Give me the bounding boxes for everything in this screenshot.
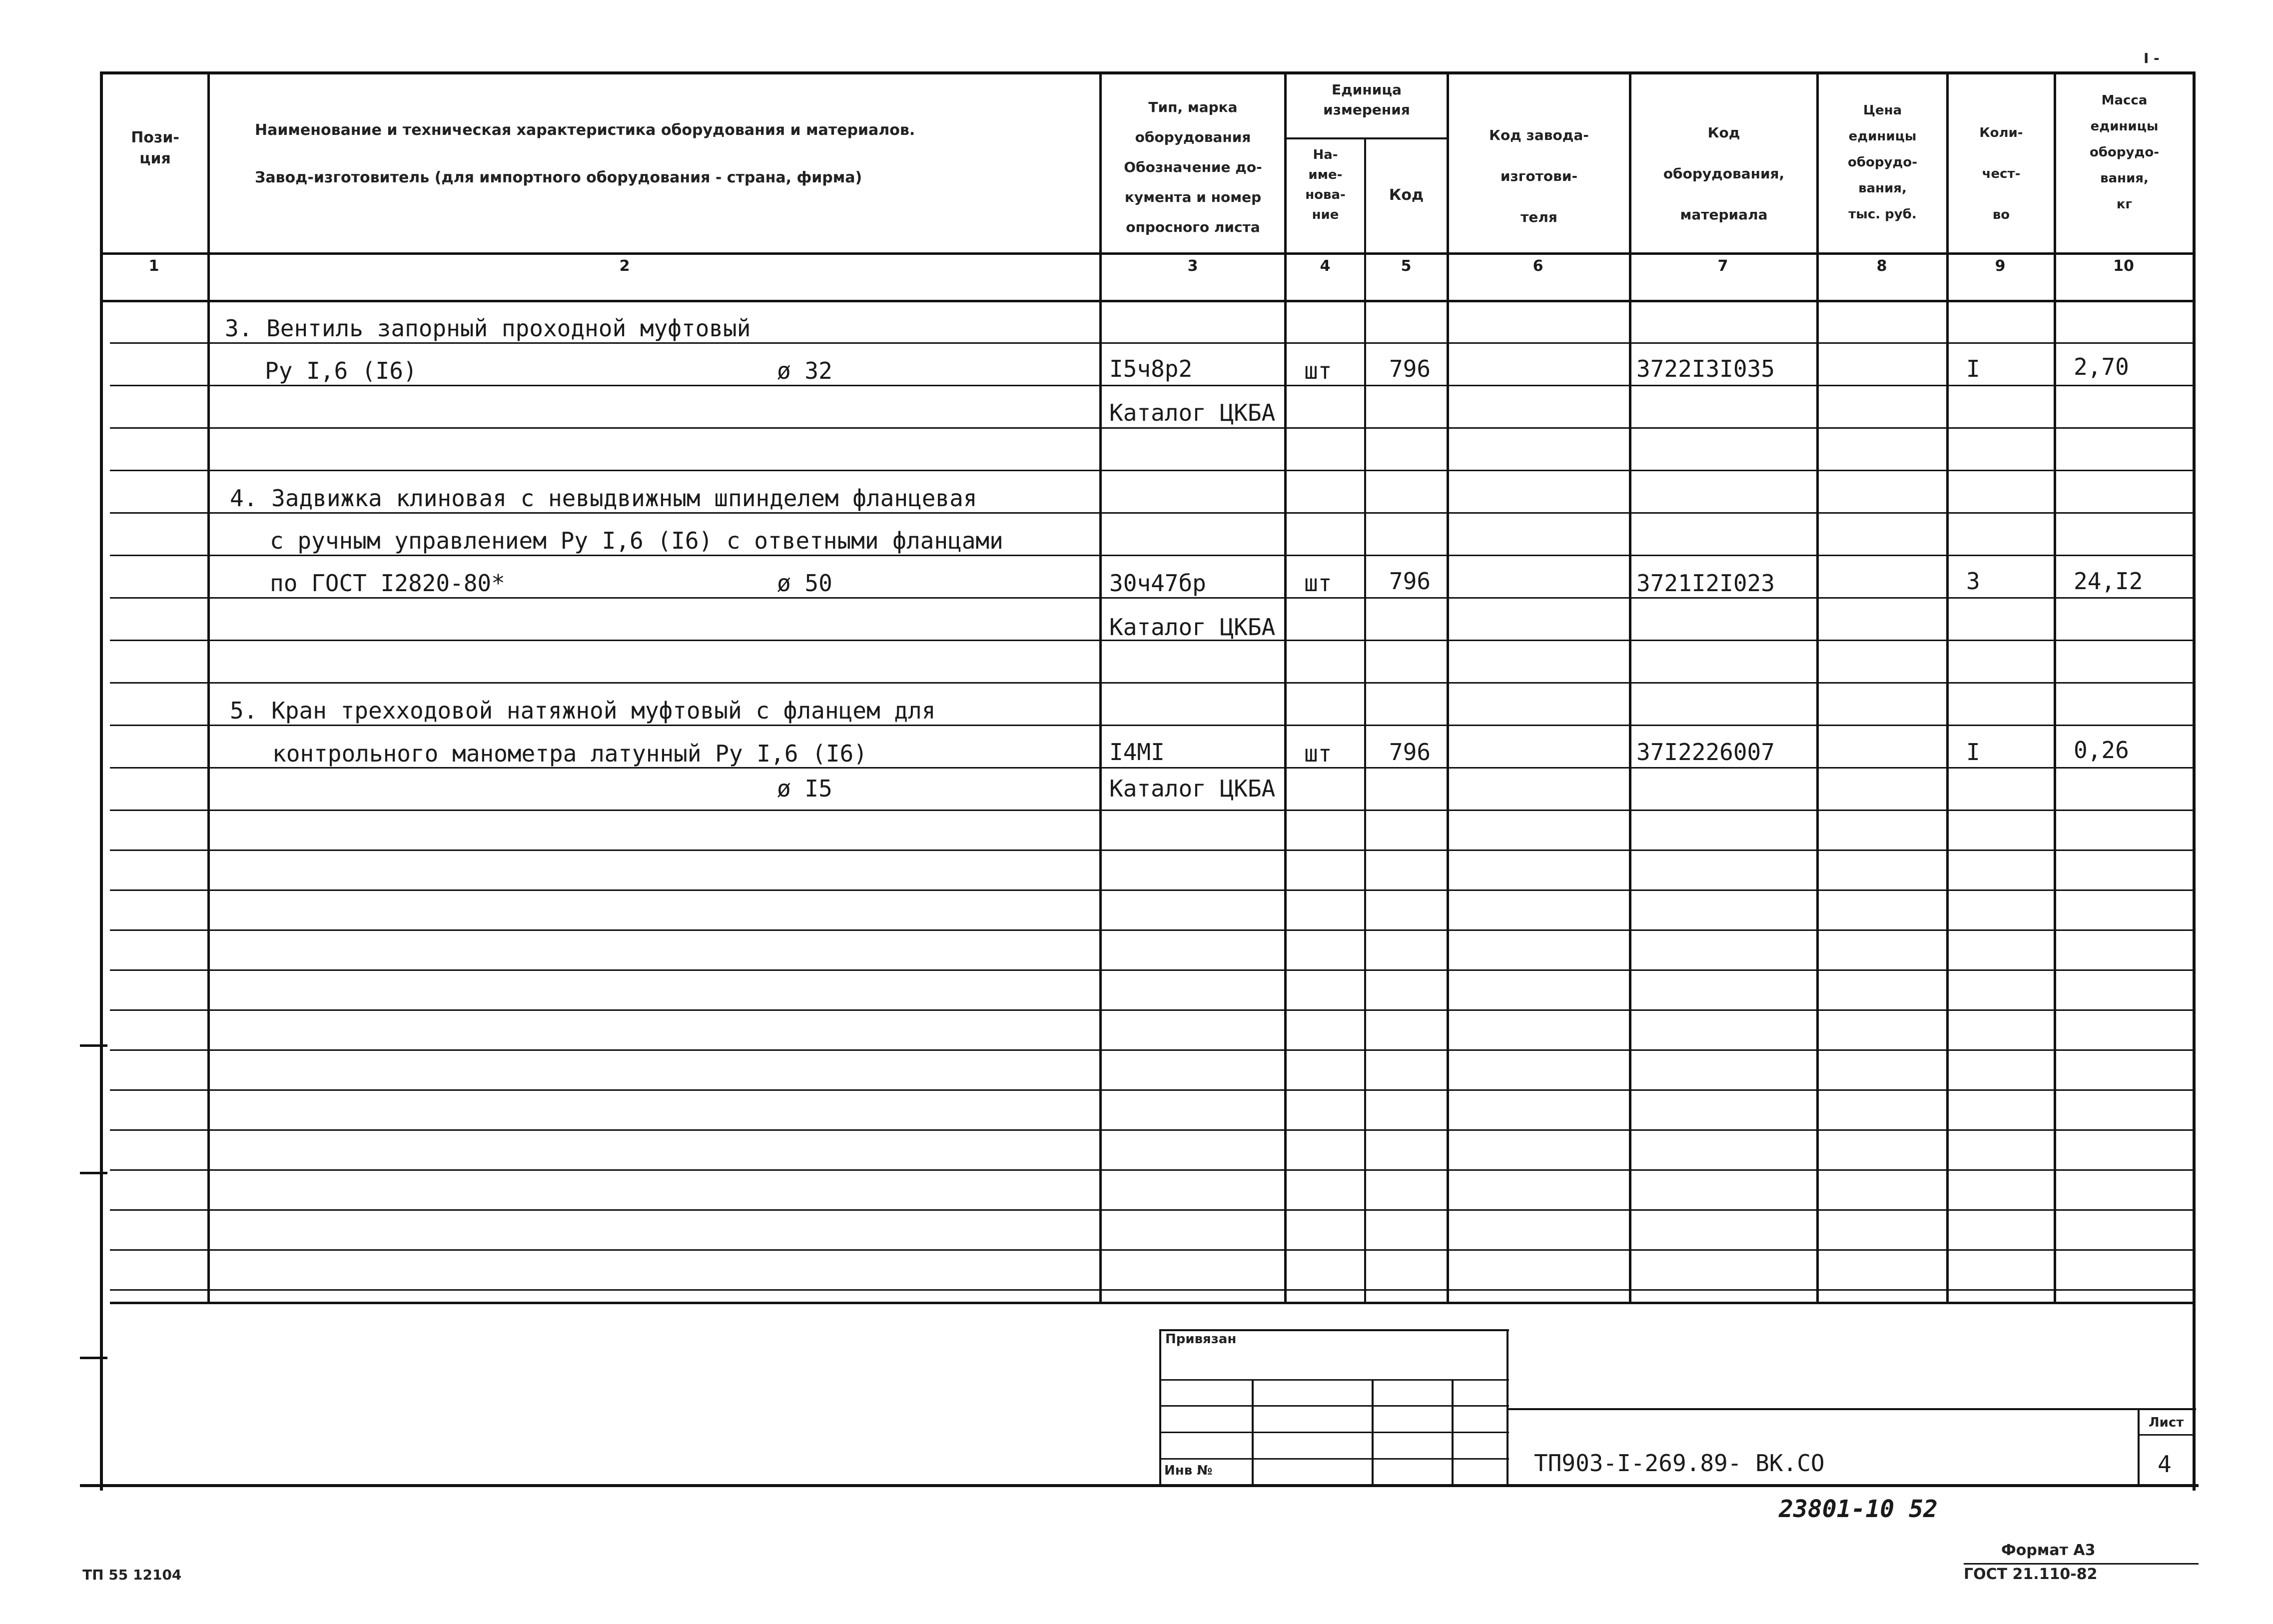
header-quantity: Коли- чест- во [1979,125,2023,222]
item-unit-code: 796 [1389,568,1431,595]
header-mass: Масса единицы оборудо- вания, кг [2089,93,2160,212]
item-type: I5ч8р2 [1109,355,1193,382]
column-number: 5 [1401,257,1412,275]
item-code: 37I2226007 [1636,739,1775,766]
header-unit-code: Код [1389,186,1424,204]
item-diameter: ø 32 [777,357,832,384]
item-name: с ручным управлением Ру I,6 (I6) с ответными фланцами [270,527,1003,554]
column-number: 1 [148,257,159,275]
header-type: Тип, марка оборудования Обозначение до- кумента и номер опросного листа [1124,99,1262,235]
item-unit-code: 796 [1389,739,1431,766]
item-mass: 2,70 [2074,353,2129,380]
bound-label: Привязан [1165,1332,1237,1347]
item-name: 5. Кран трехходовой натяжной муфтовый с фланцем для [230,697,936,724]
item-unit: шт [1304,357,1332,384]
column-number: 3 [1187,257,1198,275]
item-quantity: I [1966,739,1980,766]
item-unit: шт [1304,570,1332,597]
column-number: 4 [1320,257,1331,275]
item-name: контрольного манометра латунный Ру I,6 (I6) [272,740,867,767]
item-code: 3721I2I023 [1636,570,1775,597]
item-name: 3. Вентиль запорный проходной муфтовый [225,315,751,342]
item-type: 30ч47бр [1109,570,1206,597]
item-doc: Каталог ЦКБА [1109,775,1276,802]
item-mass: 0,26 [2074,737,2129,764]
header-unit-name: На- име- нова- ние [1305,147,1346,222]
header-factory-code: Код завода- изготови- теля [1489,127,1589,225]
column-number: 8 [1876,257,1887,275]
sheet-label: Лист [2149,1415,2184,1430]
item-type: I4МI [1109,739,1165,766]
item-unit: шт [1304,740,1332,767]
item-doc: Каталог ЦКБА [1109,614,1276,641]
handwritten-number: 23801-10 52 [1779,1495,1938,1523]
item-doc: Каталог ЦКБА [1109,399,1276,426]
header-position: Пози- ция [131,129,179,167]
header-name-line1: Наименование и техническая характеристика оборудования и материалов. [255,121,915,139]
item-name: Ру I,6 (I6) [265,357,417,384]
item-code: 3722I3I035 [1636,355,1775,382]
header-price: Цена единицы оборудо- вания, тыс. руб. [1847,103,1918,222]
item-unit-code: 796 [1389,355,1431,382]
item-mass: 24,I2 [2074,568,2143,595]
left-bottom-code: ТП 55 12104 [82,1567,182,1583]
header-unit-group: Единица измерения [1323,81,1410,118]
header-name-line2: Завод-изготовитель (для импортного оборудования - страна, фирма) [255,169,862,186]
corner-mark: I - [2144,50,2160,66]
item-quantity: 3 [1966,568,1980,595]
item-name: 4. Задвижка клиновая с невыдвижным шпинделем фланцевая [230,485,977,512]
sheet-number: 4 [2158,1451,2172,1478]
column-number: 6 [1532,257,1543,275]
column-number: 2 [619,257,630,275]
column-number: 9 [1995,257,2006,275]
item-diameter: ø I5 [777,775,832,802]
header-equipment-code: Код оборудования, материала [1663,124,1785,223]
column-number: 10 [2113,257,2134,275]
item-name: по ГОСТ I2820-80* [270,570,505,597]
item-diameter: ø 50 [777,570,832,597]
format-label: Формат А3 [2001,1542,2096,1559]
document-code: ТП903-I-269.89- ВК.СО [1534,1450,1825,1477]
gost-label: ГОСТ 21.110-82 [1964,1566,2098,1583]
item-quantity: I [1966,355,1980,382]
column-number: 7 [1717,257,1728,275]
inventory-label: Инв № [1164,1463,1213,1478]
